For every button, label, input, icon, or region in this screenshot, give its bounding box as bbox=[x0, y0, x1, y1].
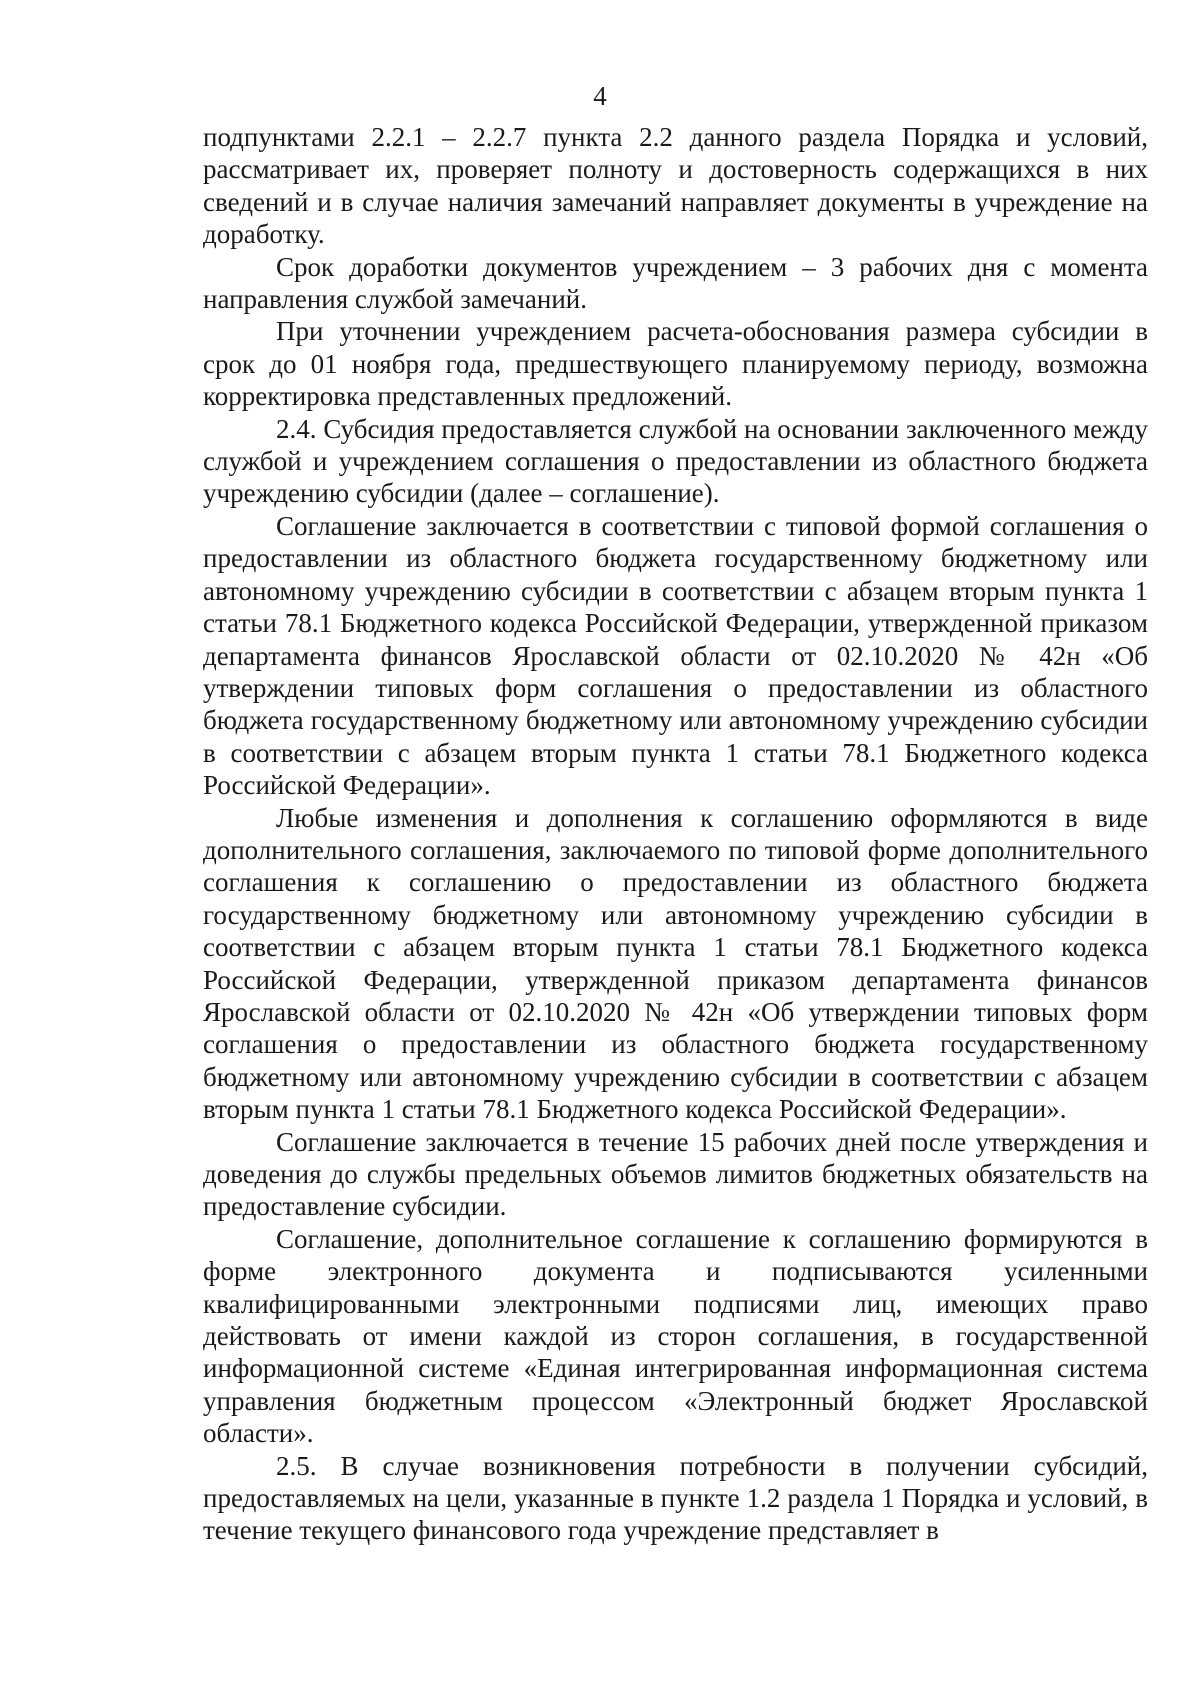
paragraph-electronic-form: Соглашение, дополнительное соглашение к соглашению формируются в форме электронного документа и подписываются усиленными квалифицированными электронными подписями лиц, имеющих право действовать от имени каждой из сторон соглашения, в государственной информационной системе «Единая интегрированная информационная система управления бюджетным процессом «Электронный бюджет Ярославской области». bbox=[203, 1223, 1148, 1449]
paragraph-continuation: подпунктами 2.2.1 – 2.2.7 пункта 2.2 данного раздела Порядка и условий, рассматривает их, проверяет полноту и достоверность содержащихся в них сведений и в случае наличия замечаний направляет документы в учреждение на доработку. bbox=[203, 122, 1148, 250]
paragraph-agreement-term: Соглашение заключается в течение 15 рабочих дней после утверждения и доведения до службы предельных объемов лимитов бюджетных обязательств на предоставление субсидии. bbox=[203, 1126, 1148, 1222]
document-body bbox=[203, 121, 1148, 1547]
paragraph-agreement-amendments: Любые изменения и дополнения к соглашению оформляются в виде дополнительного соглашения, заключаемого по типовой форме дополнительного соглашения к соглашению о предоставлении из областного бюджета государственному бюджетному или автономному учреждению субсидии в соответствии с абзацем вторым пункта 1 статьи 78.1 Бюджетного кодекса Российской Федерации, утвержденной приказом департамента финансов Ярославской области от 02.10.2020 № 42н «Об утверждении типовых форм соглашения о предоставлении из областного бюджета государственному бюджетному или автономному учреждению субсидии в соответствии с абзацем вторым пункта 1 статьи 78.1 Бюджетного кодекса Российской Федерации». bbox=[203, 802, 1148, 1125]
paragraph-clause-2-4: 2.4. Субсидия предоставляется службой на основании заключенного между службой и учреждением соглашения о предоставлении из областного бюджета учреждению субсидии (далее – соглашение). bbox=[203, 413, 1148, 509]
paragraph-revision-deadline: Срок доработки документов учреждением – 3 рабочих дня с момента направления службой замечаний. bbox=[203, 251, 1148, 315]
page-number: 4 bbox=[593, 81, 607, 111]
paragraph-agreement-standard-form: Соглашение заключается в соответствии с типовой формой соглашения о предоставлении из областного бюджета государственному бюджетному или автономному учреждению субсидии в соответствии с абзацем вторым пункта 1 статьи 78.1 Бюджетного кодекса Российской Федерации, утвержденной приказом департамента финансов Ярославской области от 02.10.2020 № 42н «Об утверждении типовых форм соглашения о предоставлении из областного бюджета государственному бюджетному или автономному учреждению субсидии в соответствии с абзацем вторым пункта 1 статьи 78.1 Бюджетного кодекса Российской Федерации». bbox=[203, 510, 1148, 801]
paragraph-clause-2-5: 2.5. В случае возникновения потребности в получении субсидий, предоставляемых на цели, указанные в пункте 1.2 раздела 1 Порядка и условий, в течение текущего финансового года учреждение представляет в bbox=[203, 1450, 1148, 1546]
paragraph-calculation-clarification: При уточнении учреждением расчета-обоснования размера субсидии в срок до 01 ноября года, предшествующего планируемому периоду, возможна корректировка представленных предложений. bbox=[203, 316, 1148, 412]
